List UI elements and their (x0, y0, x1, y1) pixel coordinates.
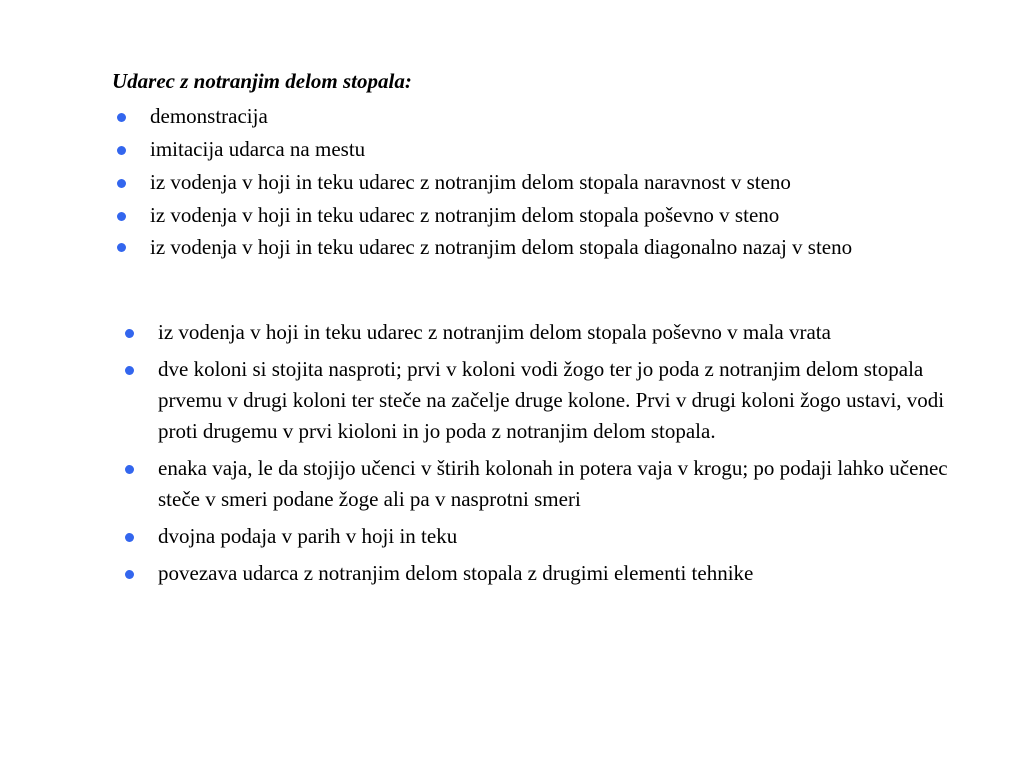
bullet-dot-icon (125, 329, 134, 338)
list-item (158, 354, 958, 447)
bullet-dot-icon (125, 465, 134, 474)
list-item-text: iz vodenja v hoji in teku udarec z notranjim delom stopala poševno v mala vrata (158, 320, 831, 344)
list-item-text: imitacija udarca na mestu (150, 137, 366, 161)
list-item-text: iz vodenja v hoji in teku udarec z notranjim delom stopala diagonalno nazaj v steno (150, 235, 853, 259)
list-item-text: demonstracija (150, 104, 268, 128)
list-item (150, 233, 970, 261)
list-item (158, 558, 958, 589)
list-item (150, 134, 970, 165)
list-item (150, 167, 970, 198)
list-item (158, 521, 958, 552)
list-item-text: povezava udarca z notranjim delom stopala z drugimi elementi tehnike (158, 561, 754, 585)
bullet-dot-icon (125, 570, 134, 579)
exercise-list-primary (150, 101, 970, 263)
bullet-dot-icon (117, 179, 126, 188)
list-item (158, 317, 958, 348)
bullet-dot-icon (125, 366, 134, 375)
list-item (150, 101, 970, 132)
exercise-list-secondary (158, 317, 958, 595)
list-item-text: dvojna podaja v parih v hoji in teku (158, 524, 458, 548)
bullet-dot-icon (117, 243, 126, 252)
slide-heading: Udarec z notranjim delom stopala: (112, 69, 412, 93)
bullet-dot-icon (117, 212, 126, 221)
bullet-dot-icon (117, 146, 126, 155)
bullet-dot-icon (117, 113, 126, 122)
list-item-text: iz vodenja v hoji in teku udarec z notranjim delom stopala poševno v steno (150, 203, 780, 227)
list-item-text: iz vodenja v hoji in teku udarec z notranjim delom stopala naravnost v steno (150, 170, 791, 194)
list-item (150, 200, 970, 231)
list-item (158, 453, 958, 515)
list-item-text: dve koloni si stojita nasproti; prvi v koloni vodi žogo ter jo poda z notranjim delom stopala prvemu v drugi koloni ter steče na začelje druge kolone. Prvi v drugi koloni žogo ustavi, vodi proti drugemu v prvi kioloni in jo poda z notranjim delom stopala. (158, 357, 945, 443)
bullet-dot-icon (125, 533, 134, 542)
list-item-text: enaka vaja, le da stojijo učenci v štirih kolonah in potera vaja v krogu; po podaji lahko učenec steče v smeri podane žoge ali pa v nasprotni smeri (158, 456, 948, 511)
